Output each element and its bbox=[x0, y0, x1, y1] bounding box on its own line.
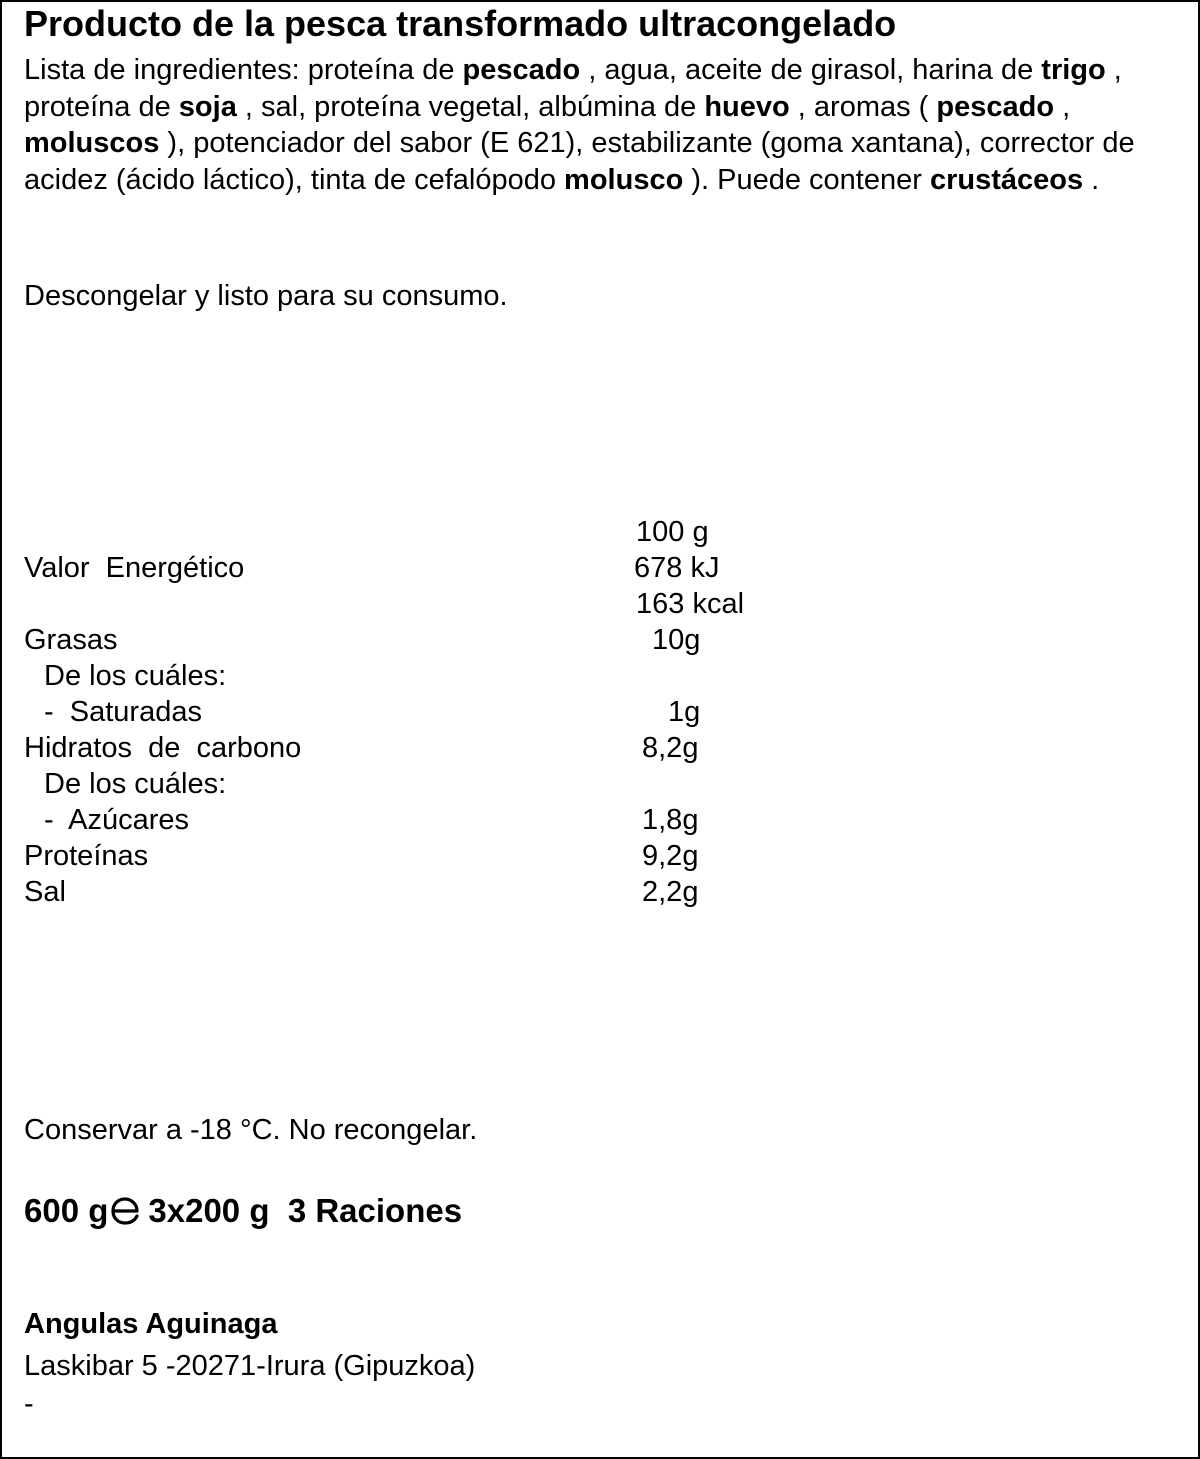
ingredient-text: , proteína de bbox=[24, 54, 1122, 123]
nutrition-row-fat-subheading bbox=[0, 658, 1200, 694]
allergen-text: pescado bbox=[936, 90, 1055, 123]
nutrition-label: - Saturadas bbox=[44, 696, 202, 728]
allergen-text: molusco bbox=[564, 163, 684, 196]
nutrition-value: 1,8g bbox=[642, 804, 699, 836]
allergen-text: soja bbox=[178, 90, 237, 123]
allergen-text: trigo bbox=[1041, 54, 1106, 86]
allergen-text: crustáceos bbox=[929, 163, 1084, 196]
nutrition-row-carbohydrates bbox=[0, 730, 1200, 766]
ingredient-text: , agua, aceite de girasol, harina de bbox=[580, 54, 1042, 86]
allergen-text: moluscos bbox=[24, 127, 160, 159]
nutrition-row-saturated bbox=[0, 694, 1200, 730]
nutrition-row-protein bbox=[0, 838, 1200, 874]
ingredient-text: , sal, proteína vegetal, albúmina de bbox=[236, 90, 705, 123]
nutrition-value: 163 kcal bbox=[636, 588, 745, 620]
allergen-text: pescado bbox=[462, 54, 581, 86]
company-name: Angulas Aguinaga bbox=[24, 1308, 278, 1340]
ingredient-text: , bbox=[1054, 90, 1071, 123]
net-weight-units: 3x200 g bbox=[148, 1192, 270, 1229]
company-address: Laskibar 5 -20271-Irura (Gipuzkoa) bbox=[24, 1350, 476, 1382]
nutrition-label: Valor Energético bbox=[24, 552, 245, 584]
nutrition-row-salt bbox=[0, 874, 1200, 910]
servings: 3 Raciones bbox=[287, 1192, 463, 1229]
estimated-sign-icon bbox=[110, 1193, 144, 1221]
nutrition-row-carbs-subheading bbox=[0, 766, 1200, 802]
ingredient-text: . bbox=[1083, 163, 1100, 196]
nutrition-label: De los cuáles: bbox=[44, 660, 227, 692]
nutrition-value: 10g bbox=[652, 624, 701, 656]
nutrition-label: Hidratos de carbono bbox=[24, 732, 302, 764]
nutrition-header-per-100g: 100 g bbox=[636, 516, 709, 548]
nutrition-row-energy-kj bbox=[0, 550, 1200, 586]
ingredient-text: Lista de ingredientes: proteína de bbox=[24, 54, 463, 86]
preparation-instructions: Descongelar y listo para su consumo. bbox=[24, 280, 508, 312]
ingredient-text: , aromas ( bbox=[789, 90, 937, 123]
allergen-text: huevo bbox=[704, 90, 790, 123]
company-extra: - bbox=[24, 1388, 34, 1420]
net-weight bbox=[24, 1190, 462, 1232]
ingredients-list bbox=[24, 52, 1154, 198]
nutrition-value: 2,2g bbox=[642, 876, 699, 908]
nutrition-label: De los cuáles: bbox=[44, 768, 227, 800]
nutrition-value: 678 kJ bbox=[634, 552, 720, 584]
nutrition-value: 9,2g bbox=[642, 840, 699, 872]
nutrition-value: 1g bbox=[668, 696, 701, 728]
nutrition-header-row bbox=[0, 514, 1200, 550]
nutrition-row-energy-kcal bbox=[0, 586, 1200, 622]
ingredient-text: ), potenciador del sabor (E 621), estabilizante (goma xantana), corrector de acidez (ácido láctico), tinta de cefalópodo bbox=[24, 127, 1135, 196]
storage-instructions: Conservar a -18 °C. No recongelar. bbox=[24, 1114, 478, 1146]
nutrition-label: Sal bbox=[24, 876, 66, 908]
nutrition-row-sugars bbox=[0, 802, 1200, 838]
ingredient-text: ). Puede contener bbox=[683, 163, 930, 196]
nutrition-label: Proteínas bbox=[24, 840, 149, 872]
nutrition-label: Grasas bbox=[24, 624, 118, 656]
net-weight-value: 600 g bbox=[24, 1192, 109, 1229]
product-title: Producto de la pesca transformado ultracongelado bbox=[24, 3, 897, 44]
nutrition-value: 8,2g bbox=[642, 732, 699, 764]
nutrition-label: - Azúcares bbox=[44, 804, 190, 836]
nutrition-row-fat bbox=[0, 622, 1200, 658]
